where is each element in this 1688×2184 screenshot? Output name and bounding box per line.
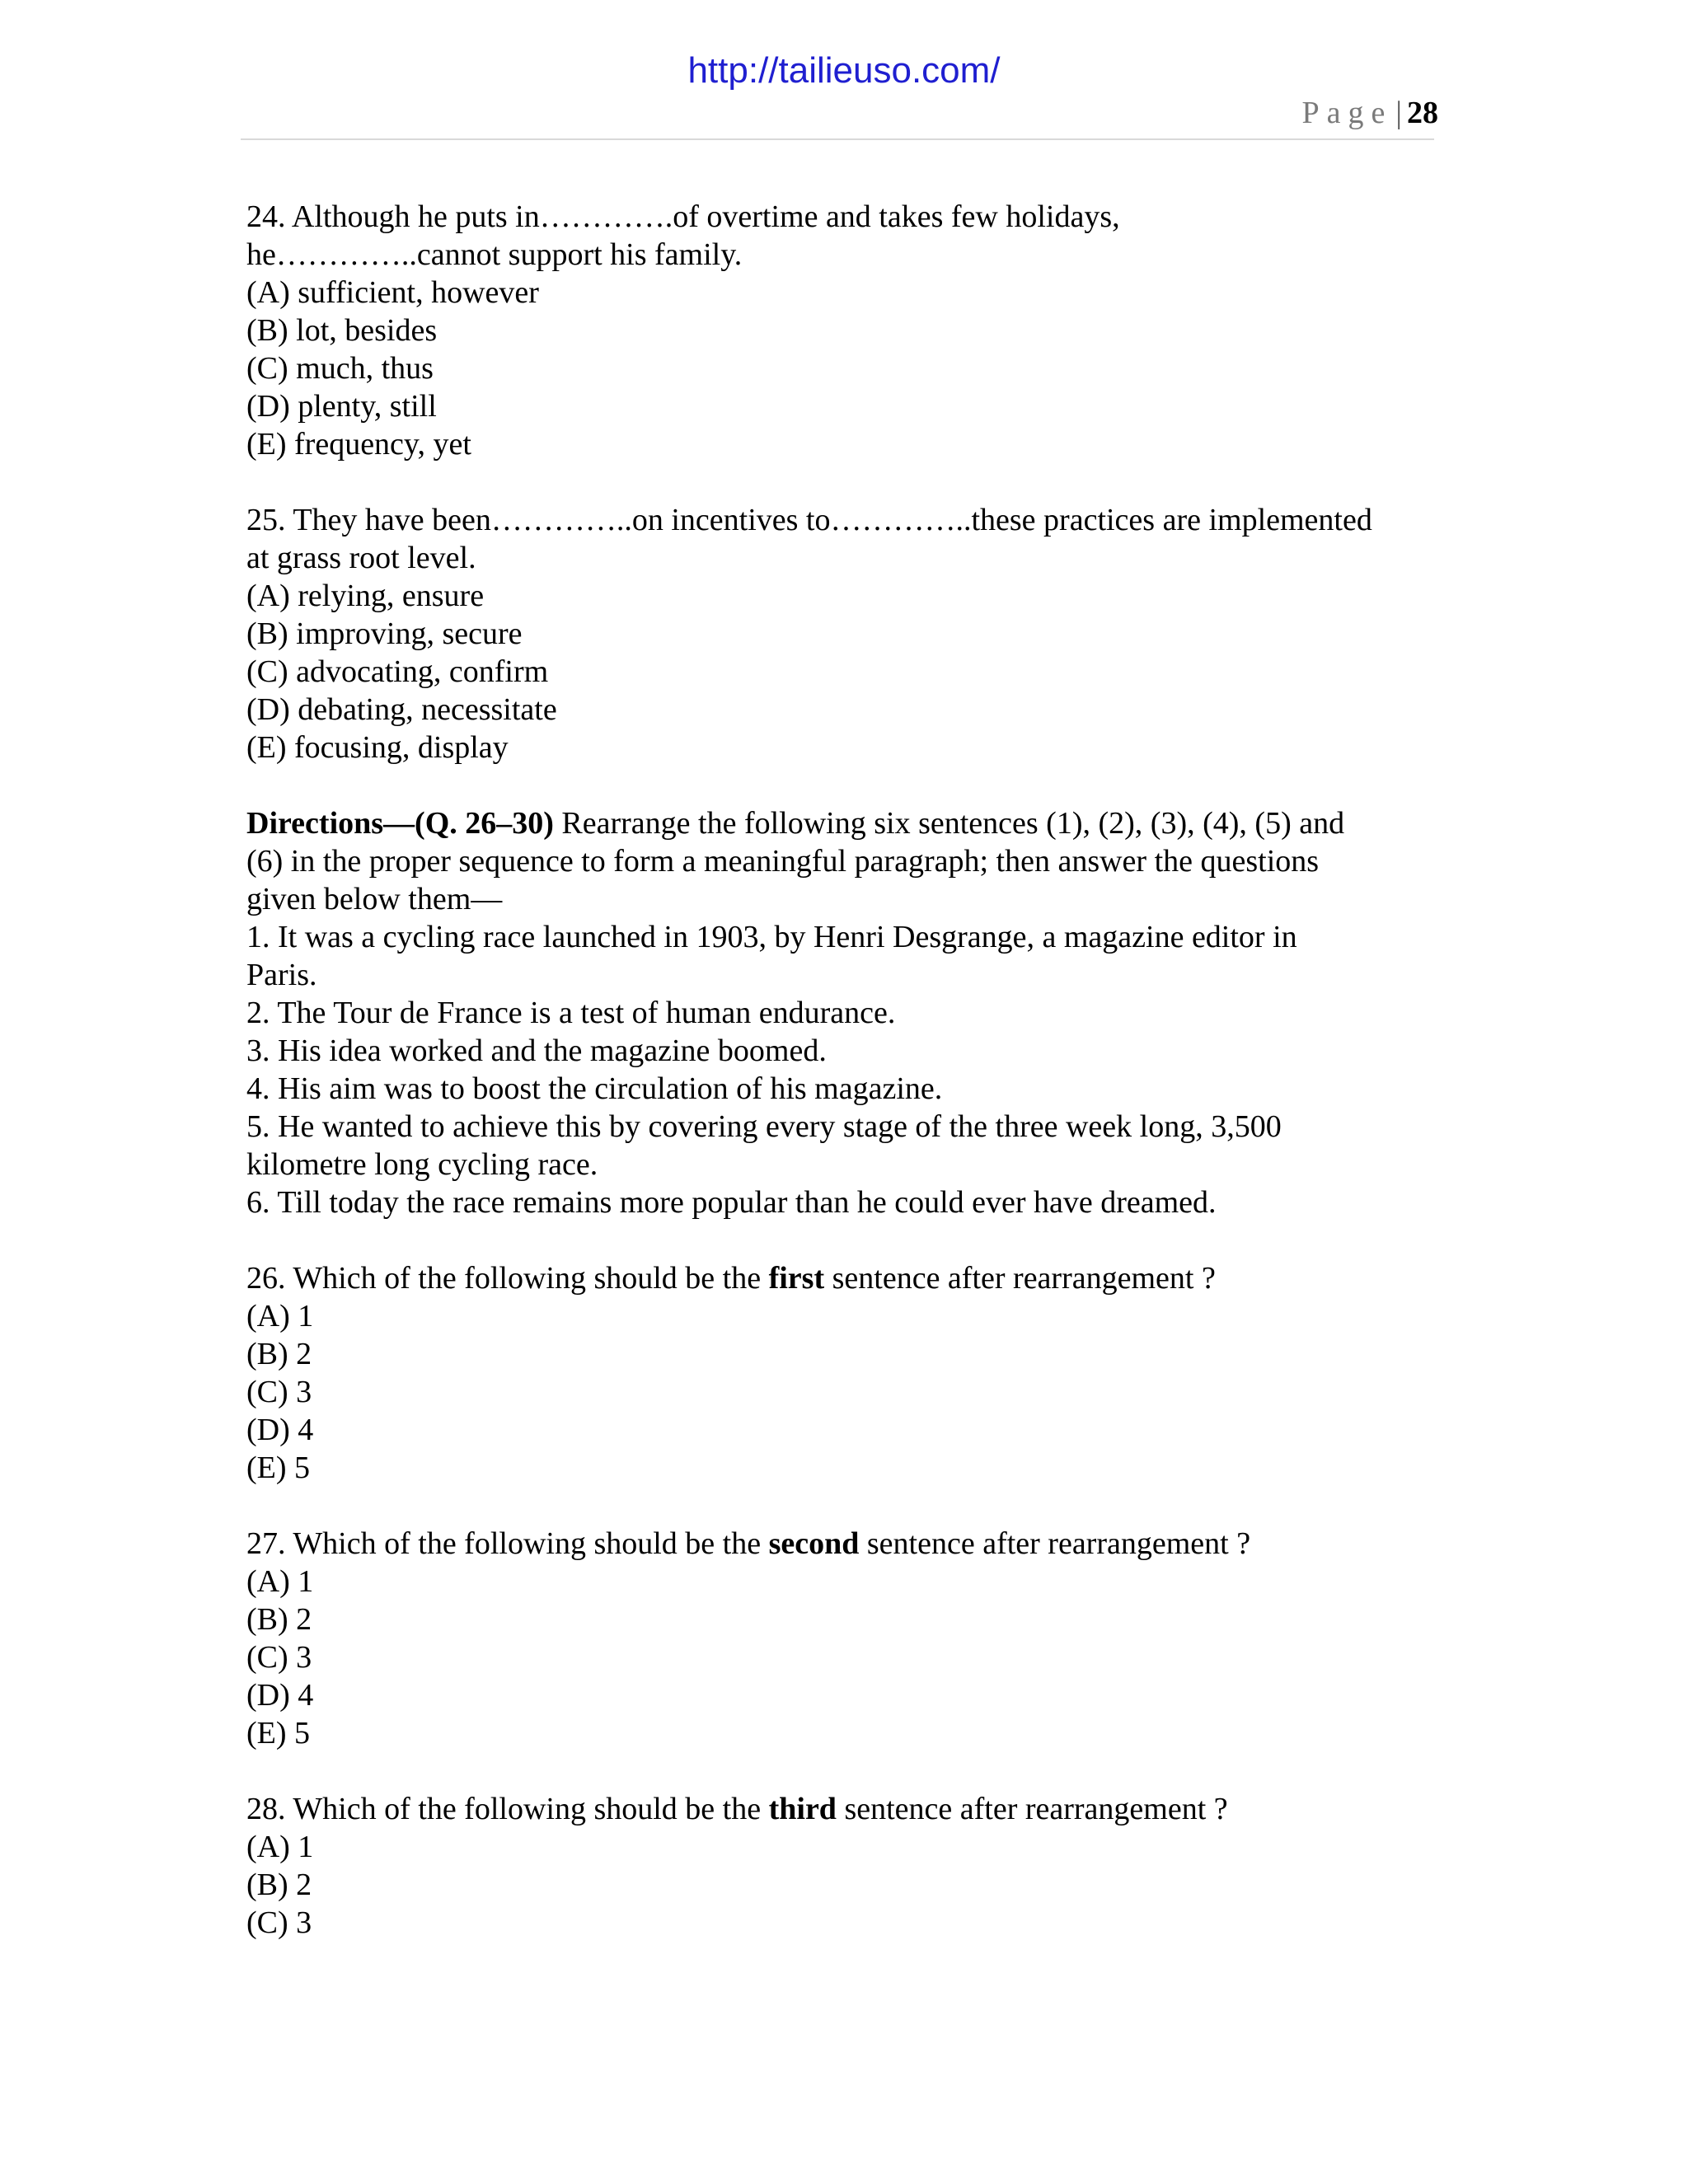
question-25-line-2: at grass root level. <box>246 541 476 575</box>
question-25-option: (E) focusing, display <box>246 730 509 765</box>
question-26-stem <box>246 1259 1442 1297</box>
question-28-option: (A) 1 <box>246 1830 314 1864</box>
question-27-option: (C) 3 <box>246 1640 312 1675</box>
directions-line-1 <box>246 804 1442 842</box>
sentence-line: 1. It was a cycling race launched in 1903, by Henri Desgrange, a magazine editor in <box>246 920 1297 954</box>
question-24-line-2: he…………..cannot support his family. <box>246 237 743 272</box>
question-27 <box>246 1525 1442 1752</box>
question-27-emphasis: second <box>768 1526 860 1561</box>
question-24-line-1: 24. Although he puts in………….of overtime and takes few holidays, <box>246 199 1120 234</box>
question-28-option: (B) 2 <box>246 1868 312 1902</box>
question-26-emphasis: first <box>768 1261 825 1296</box>
question-25 <box>246 501 1442 766</box>
page-number-label <box>1302 97 1438 129</box>
question-28-prefix: 28. Which of the following should be the <box>246 1792 769 1826</box>
header-url-link[interactable]: http://tailieuso.com/ <box>687 50 1001 91</box>
question-26-prefix: 26. Which of the following should be the <box>246 1261 769 1296</box>
question-28-emphasis: third <box>768 1792 837 1826</box>
question-25-line-1: 25. They have been…………..on incentives to…………..these practices are implemented <box>246 503 1372 537</box>
question-24-option: (C) much, thus <box>246 351 434 386</box>
page-separator: | <box>1395 96 1402 130</box>
directions-line-1-text: Rearrange the following six sentences (1), (2), (3), (4), (5) and <box>553 806 1345 841</box>
question-25-option: (B) improving, secure <box>246 616 523 651</box>
page-word: Page <box>1301 96 1393 130</box>
question-27-prefix: 27. Which of the following should be the <box>246 1526 769 1561</box>
question-24 <box>246 198 1442 463</box>
question-27-suffix: sentence after rearrangement ? <box>859 1526 1251 1561</box>
question-25-option: (D) debating, necessitate <box>246 692 557 727</box>
sentence-line: 5. He wanted to achieve this by covering every stage of the three week long, 3,500 <box>246 1109 1282 1144</box>
directions-line-2: (6) in the proper sequence to form a meaningful paragraph; then answer the questions <box>246 844 1320 879</box>
question-26-option: (C) 3 <box>246 1375 312 1409</box>
sentence-line: 4. His aim was to boost the circulation of his magazine. <box>246 1071 943 1106</box>
question-28-suffix: sentence after rearrangement ? <box>836 1792 1228 1826</box>
question-25-option: (C) advocating, confirm <box>246 654 549 689</box>
question-27-option: (D) 4 <box>246 1678 314 1713</box>
question-24-option: (B) lot, besides <box>246 313 438 348</box>
question-24-option: (A) sufficient, however <box>246 275 539 310</box>
question-27-option: (E) 5 <box>246 1716 311 1750</box>
question-27-option: (A) 1 <box>246 1564 314 1599</box>
sentence-line: 2. The Tour de France is a test of human endurance. <box>246 996 896 1030</box>
page-content <box>246 198 1442 1980</box>
question-25-option: (A) relying, ensure <box>246 579 485 613</box>
question-28-stem <box>246 1790 1442 1828</box>
header-divider <box>241 138 1434 140</box>
question-28-option: (C) 3 <box>246 1905 312 1940</box>
question-26-option: (E) 5 <box>246 1451 311 1485</box>
sentence-line: Paris. <box>246 958 317 992</box>
question-24-option: (D) plenty, still <box>246 389 437 424</box>
question-24-option: (E) frequency, yet <box>246 427 471 462</box>
sentence-line: 3. His idea worked and the magazine boomed. <box>246 1033 827 1068</box>
question-26-suffix: sentence after rearrangement ? <box>824 1261 1216 1296</box>
directions-label: Directions—(Q. 26–30) <box>246 806 554 841</box>
question-26-option: (A) 1 <box>246 1299 314 1333</box>
directions-section <box>246 804 1442 1221</box>
question-26-option: (D) 4 <box>246 1413 314 1447</box>
page-number: 28 <box>1407 96 1438 130</box>
sentence-line: 6. Till today the race remains more popular than he could ever have dreamed. <box>246 1185 1217 1220</box>
question-27-stem <box>246 1525 1442 1563</box>
directions-line-3: given below them— <box>246 882 503 916</box>
question-28 <box>246 1790 1442 1942</box>
sentence-line: kilometre long cycling race. <box>246 1147 598 1182</box>
question-27-option: (B) 2 <box>246 1602 312 1637</box>
question-26 <box>246 1259 1442 1487</box>
question-26-option: (B) 2 <box>246 1337 312 1371</box>
